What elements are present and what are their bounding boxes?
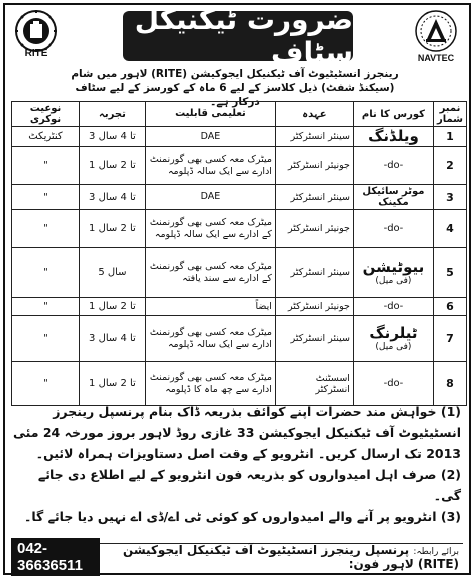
nature-cell: ": [12, 210, 80, 248]
row-no: 6: [433, 298, 466, 316]
table-row: [12, 185, 467, 210]
instruction-1: (1) خواہش مند حضرات اپنے کوائف بذریعہ ڈاک بنام پرنسپل رینجرز انسٹیٹیوٹ آف ٹیکنیکل ایجوکیشن 33 غازی روڈ لاہور بروز مورخہ 24 مئی 2013 تک ارسال کریں۔ انٹرویو کے وقت اصل دستاویزات ہمراہ لائیں۔: [13, 404, 461, 461]
table-row: [12, 316, 467, 362]
course-name: -do-: [383, 301, 404, 312]
instruction-2: (2) صرف اہل امیدواروں کو بذریعہ فون انٹرویو کے لیے اطلاع دی جائے گی۔: [37, 467, 461, 503]
course-name: ویلڈنگ: [368, 127, 419, 145]
course-subtitle: (فی میل): [375, 342, 412, 352]
course-cell: [353, 147, 433, 185]
nature-cell: کنٹریکٹ: [12, 127, 80, 147]
table-row: [12, 127, 467, 147]
course-cell: [353, 248, 433, 298]
instruction-3: (3) انٹرویو پر آنے والے امیدواروں کو کوئی ٹی اے/ڈی اے نہیں دیا جائے گا۔: [24, 509, 461, 524]
nature-cell: ": [12, 316, 80, 362]
nature-cell: ": [12, 248, 80, 298]
page-title: ضرورت ٹیکنیکل سٹاف: [123, 11, 353, 61]
qualification-cell: میٹرک معہ کسی بھی گورنمنٹ کے ادارے سے ایک سالہ ڈپلومہ: [145, 210, 275, 248]
qualification-cell: میٹرک معہ کسی بھی گورنمنٹ ادارے سے ایک سالہ ڈپلومہ: [145, 316, 275, 362]
post-cell: سینئر انسٹرکٹر: [275, 127, 353, 147]
rite-logo: [11, 9, 61, 59]
post-cell: سینئر انسٹرکٹر: [275, 185, 353, 210]
job-advertisement: [3, 3, 471, 575]
course-subtitle: (فی میل): [375, 276, 412, 286]
course-cell: [353, 298, 433, 316]
navtec-logo-text: NAVTEC: [417, 53, 455, 63]
row-no: 3: [433, 185, 466, 210]
row-no: 4: [433, 210, 466, 248]
table-row: [12, 298, 467, 316]
contact-label: برائے رابطہ:: [413, 546, 459, 557]
experience-cell: 3 تا 4 سال: [79, 316, 145, 362]
post-cell: سینئر انسٹرکٹر: [275, 248, 353, 298]
post-cell: سینئر انسٹرکٹر: [275, 316, 353, 362]
experience-cell: 1 تا 2 سال: [79, 147, 145, 185]
qualification-cell: DAE: [145, 127, 275, 147]
experience-cell: 1 تا 2 سال: [79, 298, 145, 316]
qualification-cell: میٹرک معہ کسی بھی گورنمنٹ کے ادارے سے سند یافتہ: [145, 248, 275, 298]
contact-address: [100, 543, 463, 571]
phone-number: 042-36636511: [11, 538, 100, 576]
table-row: [12, 147, 467, 185]
col-header-no: نمبر شمار: [433, 102, 466, 127]
post-cell: اسسٹنٹ انسٹرکٹر: [275, 362, 353, 406]
qualification-cell: DAE: [145, 185, 275, 210]
course-cell: [353, 362, 433, 406]
table-header-row: [12, 102, 467, 127]
experience-cell: 3 تا 4 سال: [79, 185, 145, 210]
course-cell: [353, 127, 433, 147]
navtec-logo: [409, 9, 463, 65]
course-cell: [353, 185, 433, 210]
nature-cell: ": [12, 298, 80, 316]
experience-cell: 1 تا 2 سال: [79, 362, 145, 406]
row-no: 8: [433, 362, 466, 406]
table-row: [12, 248, 467, 298]
col-header-qualification: تعلیمی قابلیت: [145, 102, 275, 127]
contact-bar: [11, 539, 463, 574]
col-header-experience: تجربہ: [79, 102, 145, 127]
row-no: 5: [433, 248, 466, 298]
course-name: -do-: [383, 160, 404, 171]
table-row: [12, 362, 467, 406]
experience-cell: 1 تا 2 سال: [79, 210, 145, 248]
row-no: 2: [433, 147, 466, 185]
table-row: [12, 210, 467, 248]
row-no: 7: [433, 316, 466, 362]
post-cell: جونیئر انسٹرکٹر: [275, 210, 353, 248]
experience-cell: 3 تا 4 سال: [79, 127, 145, 147]
nature-cell: ": [12, 362, 80, 406]
row-no: 1: [433, 127, 466, 147]
rite-logo-text: RITE: [24, 48, 48, 59]
course-name: -do-: [383, 223, 404, 234]
post-cell: جونیئر انسٹرکٹر: [275, 298, 353, 316]
nature-cell: ": [12, 185, 80, 210]
col-header-nature: نوعیت نوکری: [12, 102, 80, 127]
course-name: بیوٹیشن: [362, 258, 425, 276]
vacancies-table: [11, 101, 467, 406]
course-name: -do-: [383, 378, 404, 389]
nature-cell: ": [12, 147, 80, 185]
intro-text: رینجرز انسٹیٹیوٹ آف ٹیکنیکل ایجوکیشن (RITE) لاہور میں شام (سیکنڈ شفٹ) ذیل کلاسز کے لیے 6 ماہ کے کورسز کے لیے سٹاف درکار ہے۔: [71, 68, 399, 108]
instructions: [13, 401, 461, 527]
col-header-post: عہدہ: [275, 102, 353, 127]
qualification-cell: میٹرک معہ کسی بھی گورنمنٹ ادارے سے چھ ماہ کا ڈپلومہ: [145, 362, 275, 406]
contact-name: پرنسپل رینجرز انسٹیٹیوٹ آف ٹیکنیکل ایجوکیشن (RITE) لاہور فون:: [123, 542, 459, 571]
course-cell: [353, 316, 433, 362]
course-cell: [353, 210, 433, 248]
course-name: ٹیلرنگ: [369, 324, 418, 342]
post-cell: جونیئر انسٹرکٹر: [275, 147, 353, 185]
qualification-cell: ایضاً: [145, 298, 275, 316]
col-header-course: کورس کا نام: [353, 102, 433, 127]
course-name: موٹر سائیکل مکینک: [362, 186, 425, 208]
qualification-cell: میٹرک معہ کسی بھی گورنمنٹ ادارے سے ایک سالہ ڈپلومہ: [145, 147, 275, 185]
experience-cell: 5 سال: [79, 248, 145, 298]
